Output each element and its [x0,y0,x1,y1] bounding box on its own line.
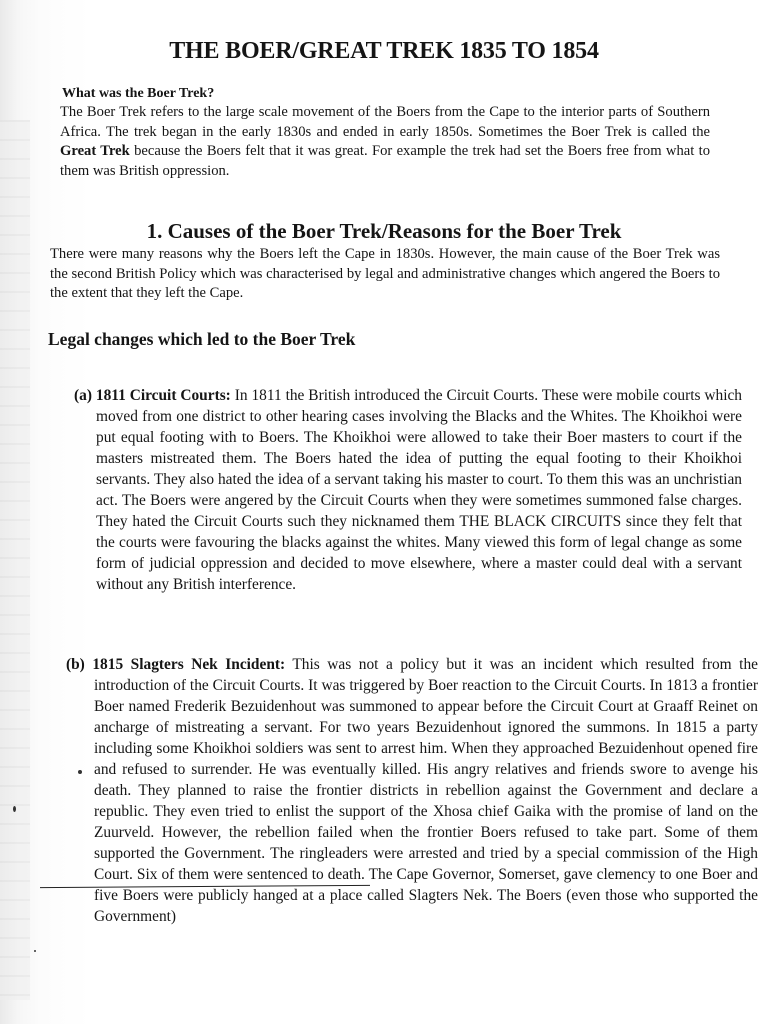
scan-bleed-through [0,120,30,1000]
ink-speck [13,806,16,812]
ink-speck [78,770,82,774]
item-title: 1811 Circuit Courts: [95,387,231,405]
causes-paragraph: There were many reasons why the Boers left the Cape in 1830s. However, the main cause of the Boer Trek was the second British Policy which was characterised by legal and administrative changes which angered the Boers to the extent that they left the Cape. [50,246,720,301]
intro-paragraph [60,103,710,181]
section-heading: 1. Causes of the Boer Trek/Reasons for the Boer Trek [146,219,622,243]
item-title: 1815 Slagters Nek Incident: [92,656,286,674]
list-item-circuit-courts [74,385,742,595]
great-trek-term: Great Trek [60,143,130,159]
intro-text-end: because the Boers felt that it was great. For example the trek had set the Boers free from what to them was British oppression. [60,143,710,179]
item-text: This was not a policy but it was an incident which resulted from the introduction of the Circuit Courts. It was triggered by Boer reaction to the Circuit Courts. In 1813 a frontier Boer named Frederik Bezuidenhout was summoned to appear before the Circuit Court at Graaff Reinet on ancharge of mistreating a servant. For two years Bezuidenhout ignored the summons. In 1815 a party including some Khoikhoi soldiers was sent to arrest him. When they approached Bezuidenhout opened fire and refused to surrender. He was eventually killed. His angry relatives and friends swore to avenge his death. They planned to raise the frontier districts in rebellion against the Government and declare a republic. They even tried to enlist the support of the Xhosa chief Gaika with the promise of land on the Zuurveld. However, the rebellion failed when the frontier Boers refused to take part. Some of them supported the Government. The ringleaders were arrested and tried by a special commission of the High Court. Six of them were sentenced to death. The Cape Governor, Somerset, gave clemency to one Boer and five Boers were publicly hanged at a place called Slagters Nek. The Boers (even those who supported the Government) [94,656,758,926]
intro-text-start: The Boer Trek refers to the large scale movement of the Boers from the Cape to the interior parts of Southern Africa. The trek began in the early 1830s and ended in early 1850s. Sometimes the Boer Trek is called the [60,104,710,140]
question-heading: What was the Boer Trek? [62,86,215,101]
item-marker: (a) [74,387,92,405]
legal-changes-heading: Legal changes which led to the Boer Trek [48,329,356,349]
item-text: In 1811 the British introduced the Circuit Courts. These were mobile courts which moved from one district to other hearing cases involving the Blacks and the Whites. The Khoikhoi were put equal footing with to Boers. The Khoikhoi were allowed to take their Boer masters to court if the masters mistreated them. The Boers hated the idea of putting the equal footing to their Khoikhoi servants. They also hated the idea of a servant taking his master to court. To them this was an unchristian act. The Boers were angered by the Circuit Courts when they were sometimes summoned false charges. They hated the Circuit Courts such they nicknamed them THE BLACK CIRCUITS since they felt that the courts were favouring the blacks against the whites. Many viewed this form of legal change as some form of judicial oppression and decided to move elsewhere, where a master could deal with a servant without any British interference. [96,387,742,594]
item-marker: (b) [66,656,85,674]
ink-speck [34,950,36,952]
page-title: THE BOER/GREAT TREK 1835 TO 1854 [169,38,599,64]
